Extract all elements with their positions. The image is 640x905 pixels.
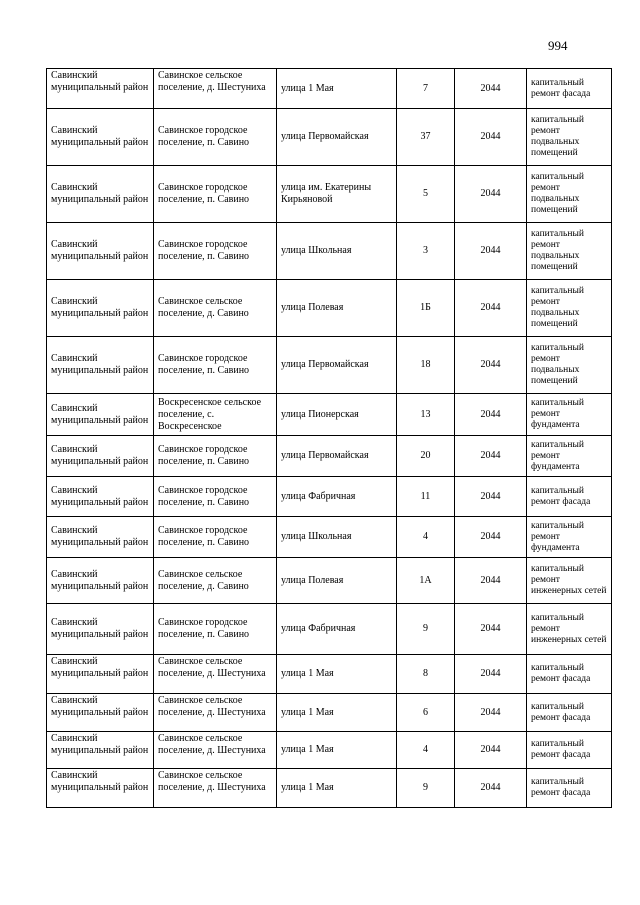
year-cell: 2044: [455, 69, 527, 109]
work-type-cell: капитальный ремонт фундамента: [527, 394, 612, 436]
year-cell: 2044: [455, 477, 527, 517]
district-cell: Савинский муниципальный район: [47, 109, 154, 166]
settlement-cell: Савинское городское поселение, п. Савино: [154, 166, 277, 223]
year-cell: 2044: [455, 655, 527, 694]
district-cell: Савинский муниципальный район: [47, 280, 154, 337]
settlement-cell: Савинское городское поселение, п. Савино: [154, 436, 277, 477]
work-type-cell: капитальный ремонт фасада: [527, 694, 612, 732]
house-number-cell: 5: [397, 166, 455, 223]
settlement-cell: Савинское сельское поселение, д. Савино: [154, 558, 277, 604]
house-number-cell: 20: [397, 436, 455, 477]
work-type-cell: капитальный ремонт подвальных помещений: [527, 223, 612, 280]
house-number-cell: 3: [397, 223, 455, 280]
settlement-cell: Савинское городское поселение, п. Савино: [154, 337, 277, 394]
street-cell: улица Первомайская: [277, 109, 397, 166]
house-number-cell: 1Б: [397, 280, 455, 337]
work-type-cell: капитальный ремонт инженерных сетей: [527, 604, 612, 655]
table-row: [47, 655, 612, 694]
district-cell: Савинский муниципальный район: [47, 477, 154, 517]
district-cell: Савинский муниципальный район: [47, 337, 154, 394]
house-number-cell: 6: [397, 694, 455, 732]
table-row: [47, 558, 612, 604]
district-cell: Савинский муниципальный район: [47, 436, 154, 477]
settlement-cell: Воскресенское сельское поселение, с. Воскресенское: [154, 394, 277, 436]
table-row: [47, 69, 612, 109]
house-number-cell: 9: [397, 769, 455, 808]
year-cell: 2044: [455, 223, 527, 280]
year-cell: 2044: [455, 394, 527, 436]
settlement-cell: Савинское сельское поселение, д. Шестуниха: [154, 732, 277, 769]
table-row: [47, 517, 612, 558]
district-cell: Савинский муниципальный район: [47, 223, 154, 280]
street-cell: улица 1 Мая: [277, 655, 397, 694]
table-row: [47, 280, 612, 337]
district-cell: Савинский муниципальный район: [47, 769, 154, 808]
work-type-cell: капитальный ремонт фасада: [527, 477, 612, 517]
district-cell: Савинский муниципальный район: [47, 558, 154, 604]
house-number-cell: 4: [397, 732, 455, 769]
table-row: [47, 166, 612, 223]
street-cell: улица им. Екатерины Кирьяновой: [277, 166, 397, 223]
settlement-cell: Савинское городское поселение, п. Савино: [154, 109, 277, 166]
work-type-cell: капитальный ремонт фасада: [527, 655, 612, 694]
house-number-cell: 7: [397, 69, 455, 109]
house-number-cell: 13: [397, 394, 455, 436]
district-cell: Савинский муниципальный район: [47, 166, 154, 223]
street-cell: улица Фабричная: [277, 604, 397, 655]
year-cell: 2044: [455, 280, 527, 337]
street-cell: улица Полевая: [277, 280, 397, 337]
year-cell: 2044: [455, 732, 527, 769]
district-cell: Савинский муниципальный район: [47, 517, 154, 558]
settlement-cell: Савинское сельское поселение, д. Шестуниха: [154, 69, 277, 109]
year-cell: 2044: [455, 769, 527, 808]
house-number-cell: 9: [397, 604, 455, 655]
year-cell: 2044: [455, 436, 527, 477]
table-row: [47, 694, 612, 732]
district-cell: Савинский муниципальный район: [47, 732, 154, 769]
work-type-cell: капитальный ремонт фундамента: [527, 436, 612, 477]
settlement-cell: Савинское городское поселение, п. Савино: [154, 604, 277, 655]
house-number-cell: 37: [397, 109, 455, 166]
work-type-cell: капитальный ремонт подвальных помещений: [527, 109, 612, 166]
street-cell: улица 1 Мая: [277, 69, 397, 109]
year-cell: 2044: [455, 517, 527, 558]
street-cell: улица 1 Мая: [277, 769, 397, 808]
year-cell: 2044: [455, 109, 527, 166]
district-cell: Савинский муниципальный район: [47, 694, 154, 732]
settlement-cell: Савинское сельское поселение, д. Савино: [154, 280, 277, 337]
street-cell: улица Школьная: [277, 517, 397, 558]
work-type-cell: капитальный ремонт фасада: [527, 732, 612, 769]
work-type-cell: капитальный ремонт подвальных помещений: [527, 337, 612, 394]
work-type-cell: капитальный ремонт фундамента: [527, 517, 612, 558]
street-cell: улица Первомайская: [277, 337, 397, 394]
settlement-cell: Савинское городское поселение, п. Савино: [154, 223, 277, 280]
street-cell: улица Полевая: [277, 558, 397, 604]
street-cell: улица Пионерская: [277, 394, 397, 436]
table-row: [47, 223, 612, 280]
street-cell: улица 1 Мая: [277, 732, 397, 769]
settlement-cell: Савинское сельское поселение, д. Шестуниха: [154, 694, 277, 732]
table-row: [47, 109, 612, 166]
work-type-cell: капитальный ремонт инженерных сетей: [527, 558, 612, 604]
year-cell: 2044: [455, 604, 527, 655]
street-cell: улица 1 Мая: [277, 694, 397, 732]
work-type-cell: капитальный ремонт подвальных помещений: [527, 280, 612, 337]
page-number: 994: [548, 38, 568, 53]
table-row: [47, 394, 612, 436]
district-cell: Савинский муниципальный район: [47, 69, 154, 109]
settlement-cell: Савинское городское поселение, п. Савино: [154, 517, 277, 558]
settlement-cell: Савинское городское поселение, п. Савино: [154, 477, 277, 517]
street-cell: улица Школьная: [277, 223, 397, 280]
registry-table: [46, 68, 612, 808]
settlement-cell: Савинское сельское поселение, д. Шестуниха: [154, 769, 277, 808]
settlement-cell: Савинское сельское поселение, д. Шестуниха: [154, 655, 277, 694]
house-number-cell: 8: [397, 655, 455, 694]
table-row: [47, 337, 612, 394]
table-row: [47, 436, 612, 477]
registry-table-body: [47, 69, 612, 808]
table-row: [47, 732, 612, 769]
year-cell: 2044: [455, 694, 527, 732]
table-row: [47, 477, 612, 517]
district-cell: Савинский муниципальный район: [47, 655, 154, 694]
district-cell: Савинский муниципальный район: [47, 604, 154, 655]
street-cell: улица Первомайская: [277, 436, 397, 477]
year-cell: 2044: [455, 558, 527, 604]
house-number-cell: 18: [397, 337, 455, 394]
table-row: [47, 769, 612, 808]
work-type-cell: капитальный ремонт подвальных помещений: [527, 166, 612, 223]
year-cell: 2044: [455, 166, 527, 223]
house-number-cell: 1А: [397, 558, 455, 604]
work-type-cell: капитальный ремонт фасада: [527, 769, 612, 808]
table-row: [47, 604, 612, 655]
house-number-cell: 11: [397, 477, 455, 517]
street-cell: улица Фабричная: [277, 477, 397, 517]
work-type-cell: капитальный ремонт фасада: [527, 69, 612, 109]
year-cell: 2044: [455, 337, 527, 394]
district-cell: Савинский муниципальный район: [47, 394, 154, 436]
house-number-cell: 4: [397, 517, 455, 558]
